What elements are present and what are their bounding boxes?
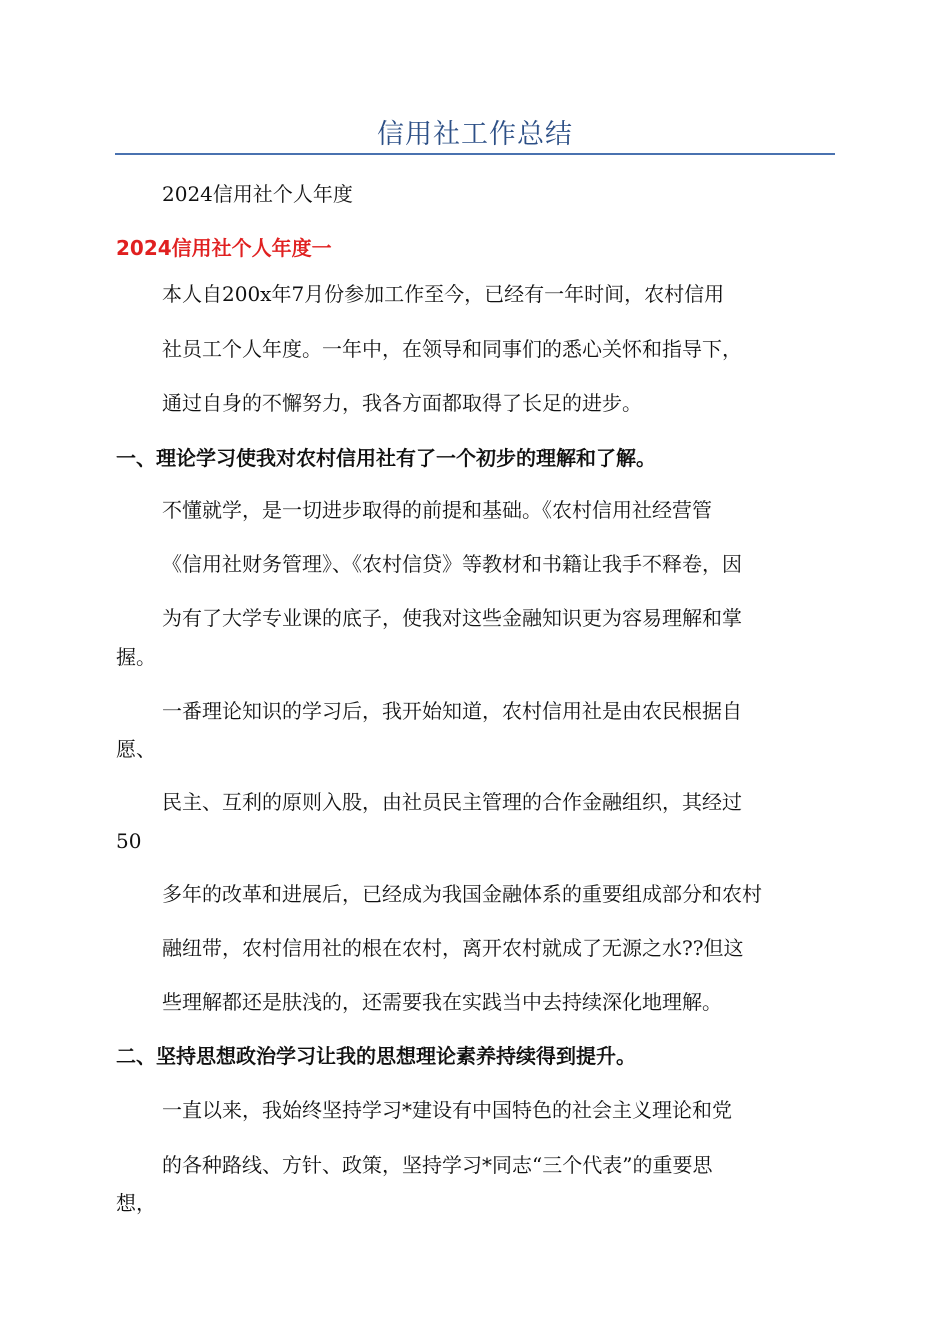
intro-line-3: 通过自身的不懈努力，我各方面都取得了长足的进步。 (162, 391, 642, 415)
section1-para2-line-1: 一番理论知识的学习后，我开始知道，农村信用社是由农民根据自 (162, 699, 742, 723)
section1-para1-line-3: 为有了大学专业课的底子，使我对这些金融知识更为容易理解和掌 (162, 606, 742, 630)
subtitle: 2024信用社个人年度 (162, 182, 353, 206)
section1-heading: 一、理论学习使我对农村信用社有了一个初步的理解和了解。 (116, 446, 656, 470)
section2-para1-tail: 想， (116, 1191, 156, 1215)
section2-para1-line-2: 的各种路线、方针、政策，坚持学习*同志“三个代表”的重要思 (162, 1153, 713, 1177)
section1-para2-line-4: 融纽带，农村信用社的根在农村，离开农村就成了无源之水??但这 (162, 936, 744, 960)
section1-para1-tail: 握。 (116, 645, 156, 669)
section2-para1-line-1: 一直以来，我始终坚持学习*建设有中国特色的社会主义理论和党 (162, 1098, 732, 1122)
section1-para1-line-1: 不懂就学，是一切进步取得的前提和基础。《农村信用社经营管 (162, 498, 712, 522)
section1-para2-line-5: 些理解都还是肤浅的，还需要我在实践当中去持续深化地理解。 (162, 990, 722, 1014)
document-title: 信用社工作总结 (377, 119, 573, 150)
section1-para2-line-2: 民主、互利的原则入股，由社员民主管理的合作金融组织，其经过 (162, 790, 742, 814)
section2-heading: 二、坚持思想政治学习让我的思想理论素养持续得到提升。 (116, 1044, 636, 1068)
section1-para2-tail-1: 愿、 (116, 737, 156, 761)
title-divider (115, 153, 835, 155)
section1-para1-line-2: 《信用社财务管理》、《农村信贷》等教材和书籍让我手不释卷，因 (162, 552, 742, 576)
red-heading: 2024信用社个人年度一 (116, 236, 332, 260)
section1-para2-tail-2: 50 (116, 829, 142, 853)
section1-para2-line-3: 多年的改革和进展后，已经成为我国金融体系的重要组成部分和农村 (162, 882, 762, 906)
intro-line-2: 社员工个人年度。一年中，在领导和同事们的悉心关怀和指导下， (162, 337, 742, 361)
intro-line-1: 本人自200x年7月份参加工作至今，已经有一年时间，农村信用 (162, 282, 725, 306)
